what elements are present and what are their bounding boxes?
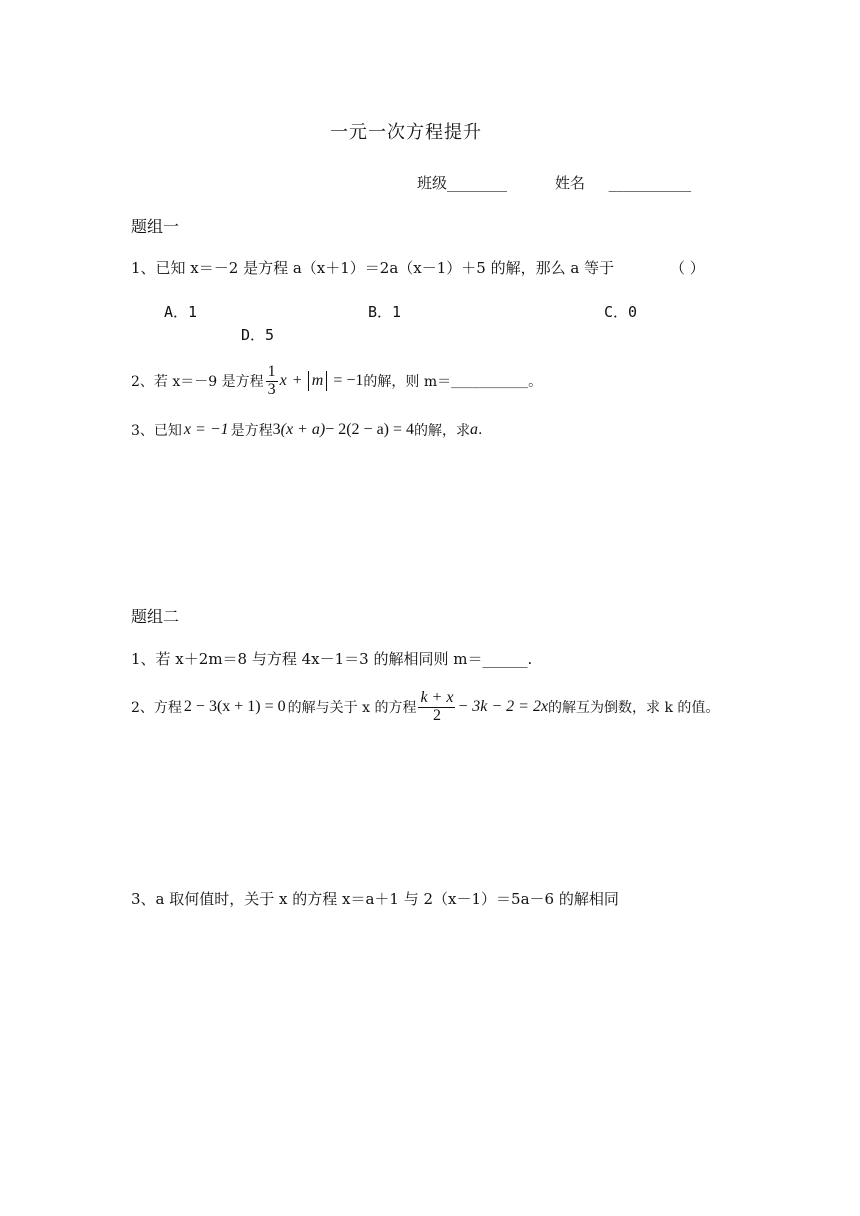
group1-q2-rhs: = −1 — [333, 372, 364, 390]
group2-q2-fraction — [418, 690, 455, 725]
class-label: 班级 — [417, 174, 448, 192]
class-field — [417, 172, 507, 193]
group2-q2-eq1: 2 − 3(x + 1) = 0 — [183, 698, 286, 716]
group2-heading: 题组二 — [131, 607, 180, 626]
name-field — [555, 172, 691, 193]
group1-q3-mid: 是方程 — [230, 423, 273, 439]
group2-q2-mid: 的解与关于 x 的方程 — [287, 700, 417, 717]
group1-q2-fraction — [266, 364, 278, 399]
name-blank: ___________ — [608, 174, 692, 192]
group1-q3-post: 的解，求 — [414, 423, 471, 439]
class-blank: ________ — [447, 174, 508, 192]
group1-q3-var: a — [470, 421, 479, 438]
group2-q2-eq2-rest: − 3k − 2 = 2x — [457, 698, 549, 716]
group2-q1-text: 1、若 x＋2m＝8 与方程 4x－1＝3 的解相同则 m＝______. — [131, 650, 533, 668]
group2-q2-frac-num: k + x — [420, 689, 454, 706]
group1-q2-x: x — [279, 372, 287, 390]
group1-q1-text: 1、已知 x＝－2 是方程 a（x＋1）＝2a（x－1）＋5 的解，那么 a 等于 — [131, 259, 615, 277]
group2-q2 — [131, 690, 719, 725]
group2-q2-frac-den: 2 — [432, 706, 441, 724]
group1-q3-condition: x = −1 — [183, 421, 229, 438]
group1-q3-pre: 3、已知 — [131, 423, 182, 439]
group1-q2-frac-den: 3 — [267, 380, 276, 398]
group1-q2-post: 的解，则 m＝ — [363, 374, 452, 391]
group1-q2-end: 。 — [528, 374, 543, 391]
group1-q3-end: . — [478, 422, 483, 438]
group1-q3-eq-paren: (x + a) — [280, 421, 326, 438]
group1-q2-frac-num: 1 — [267, 363, 276, 380]
group2-q2-pre: 2、方程 — [131, 700, 182, 717]
group2-q2-post: 的解互为倒数，求 k 的值。 — [548, 700, 720, 717]
group1-heading: 题组一 — [131, 217, 180, 236]
group1-q2-blank: ___________ — [451, 373, 529, 390]
group1-q2-pre: 2、若 x＝－9 是方程 — [131, 374, 264, 391]
group1-q2-abs-m: m — [308, 371, 328, 391]
group2-q3-text: 3、a 取何值时，关于 x 的方程 x＝a＋1 与 2（x－1）＝5a－6 的解相同 — [131, 890, 619, 908]
group1-q1-option-d: D．5 — [241, 326, 275, 344]
group1-q3 — [131, 420, 482, 440]
group1-q1-option-a: A．1 — [164, 303, 198, 321]
group1-q1-answer-paren: （ ） — [670, 259, 705, 277]
group1-q1-option-c: C．0 — [604, 303, 638, 321]
name-label: 姓名 — [555, 174, 586, 192]
group1-q1-option-b: B．1 — [368, 303, 402, 321]
group1-q3-eq-coef: 3 — [272, 421, 281, 438]
group1-q2 — [131, 364, 542, 399]
group1-q2-plus: + — [292, 372, 302, 390]
page-title: 一元一次方程提升 — [330, 122, 482, 143]
group1-q3-eq-rest: − 2(2 − a) = 4 — [325, 421, 415, 438]
